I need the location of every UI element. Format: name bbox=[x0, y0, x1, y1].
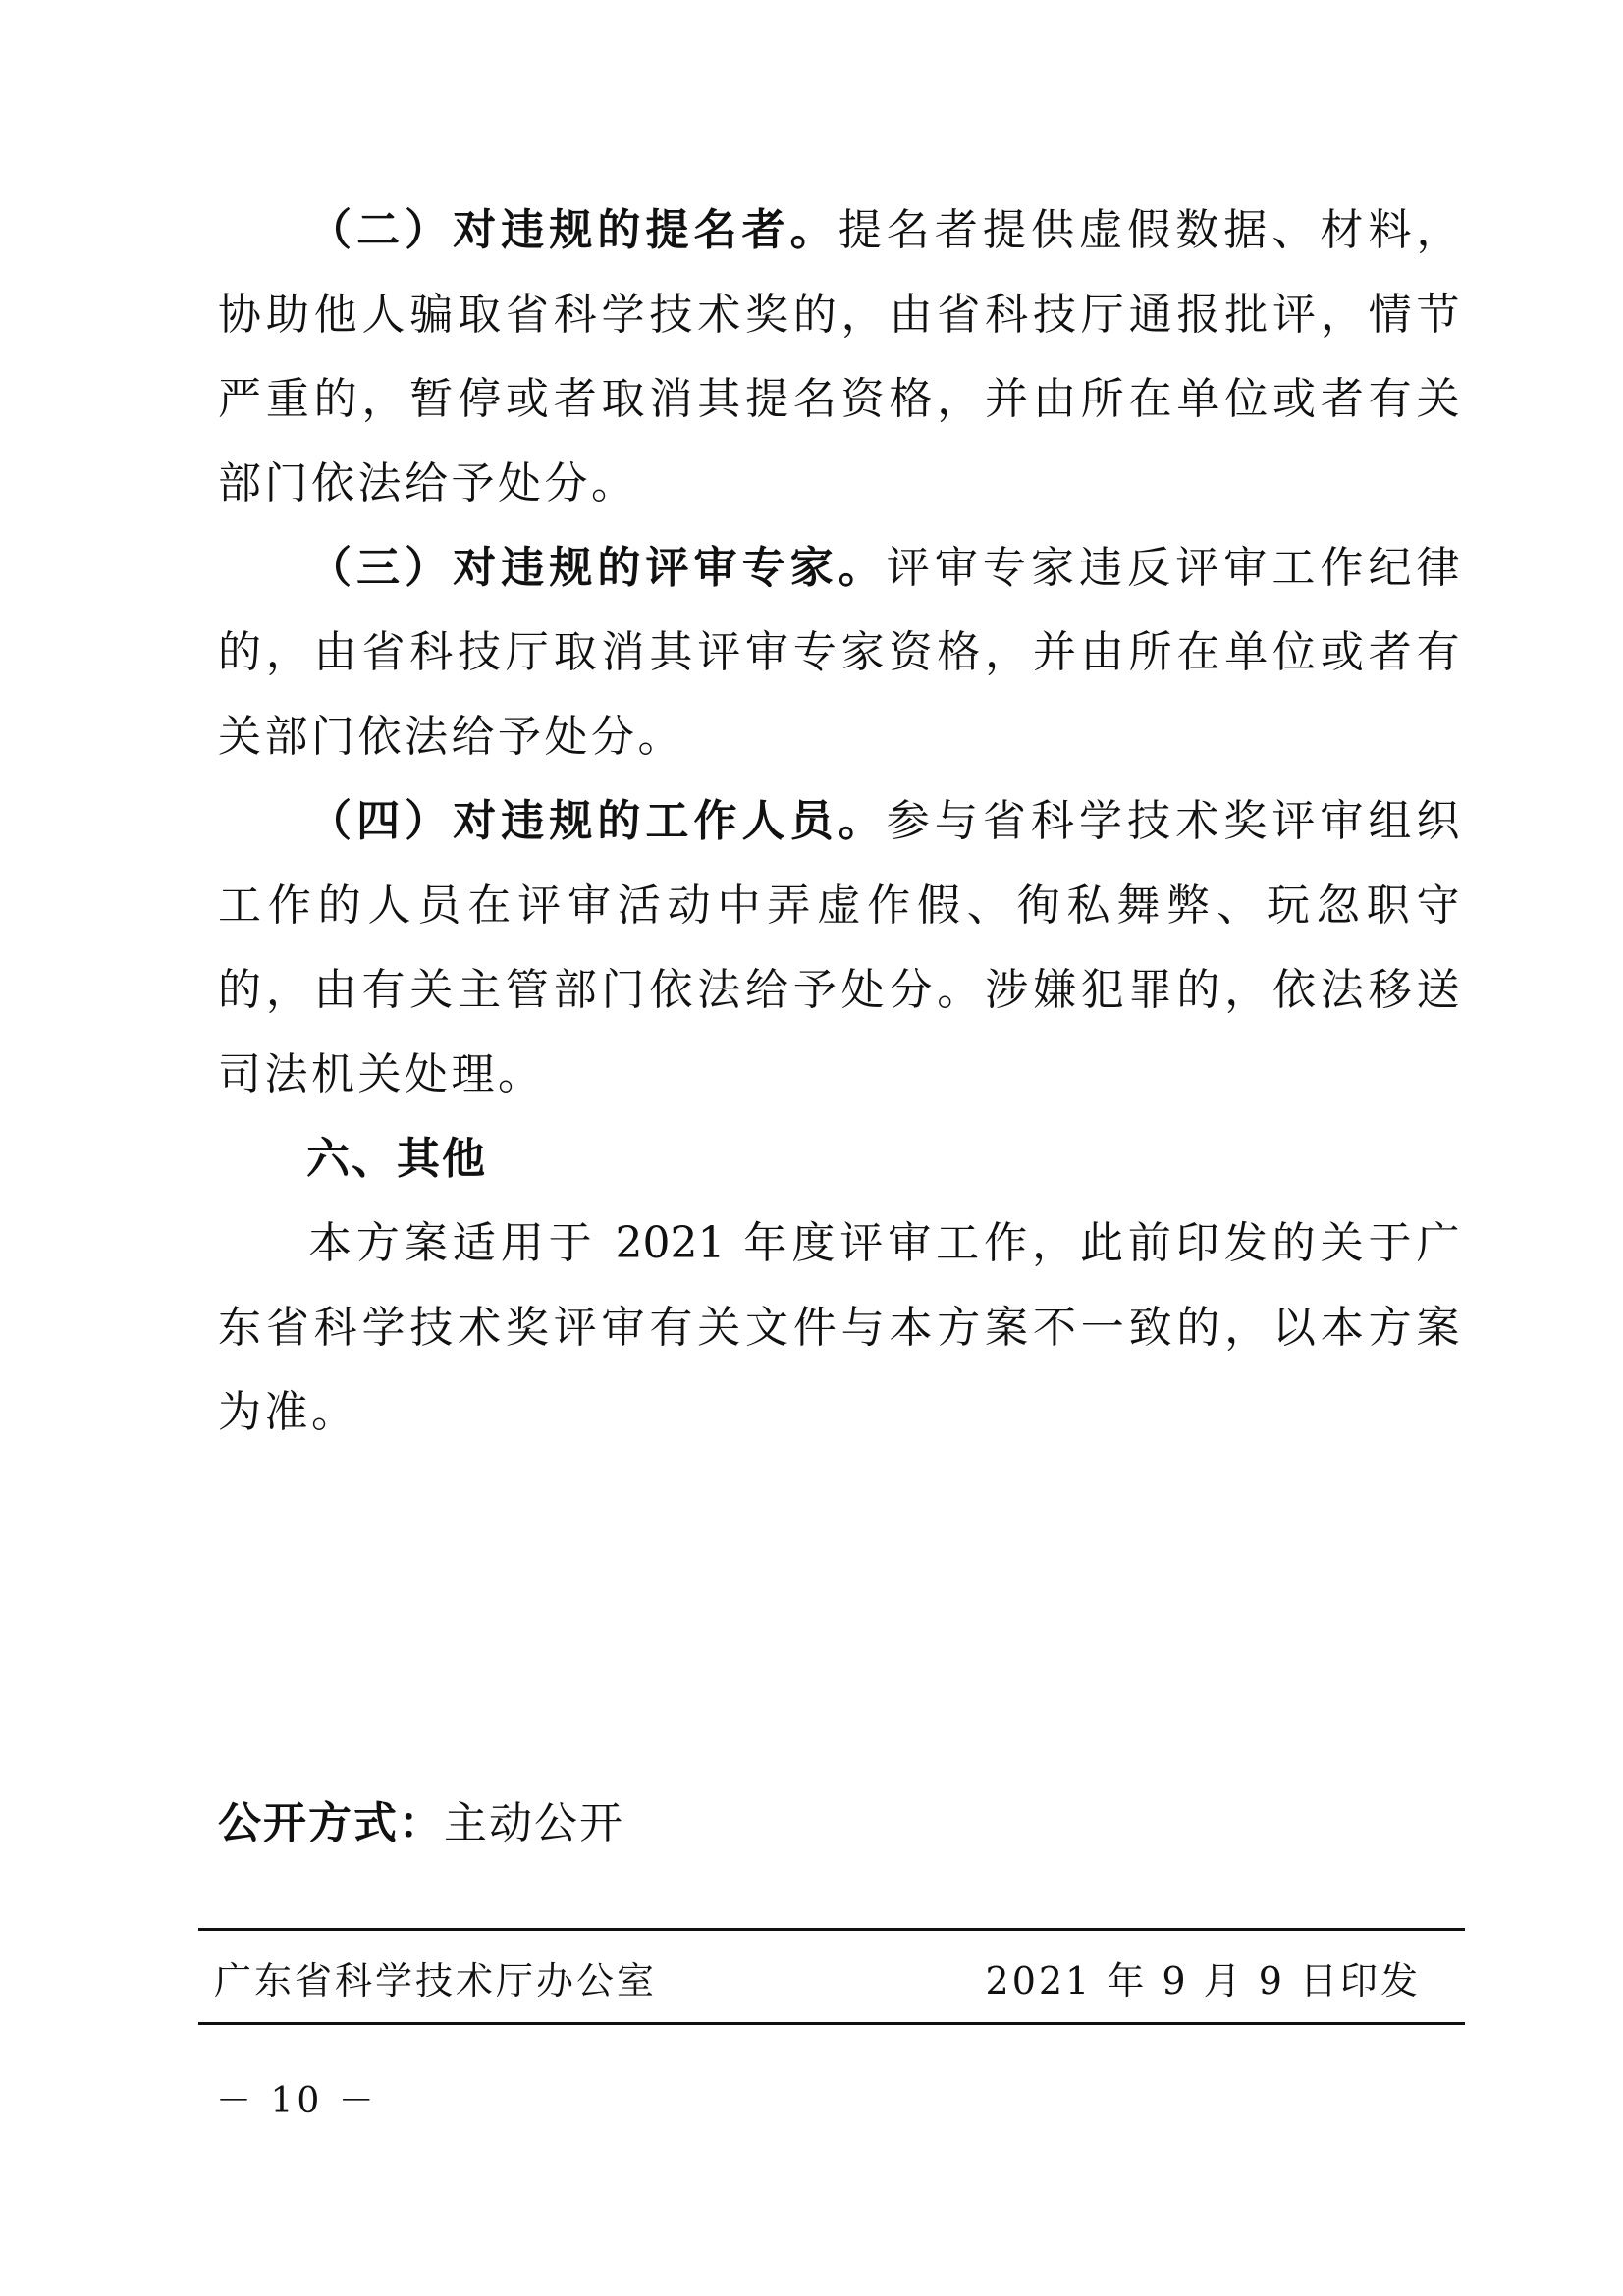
section-expert-body: 评审专家违反评审工作纪律的，由省科技厅取消其评审专家资格，并由所在单位或者有关部门依法给予处分。 bbox=[218, 543, 1464, 762]
section-nominator-label: （二） bbox=[308, 205, 454, 255]
section-expert-paragraph bbox=[218, 526, 1463, 779]
other-paragraph bbox=[218, 1201, 1463, 1455]
section-expert-title: 对违规的评审专家。 bbox=[453, 543, 887, 593]
section-nominator-title: 对违规的提名者。 bbox=[453, 205, 839, 255]
footer-issue-date: 2021 年 9 月 9 日印发 bbox=[985, 1959, 1421, 2002]
page-number: － 10 － bbox=[216, 2081, 378, 2121]
footer-issuer: 广东省科学技术厅办公室 bbox=[214, 1959, 658, 2002]
section-staff-label: （四） bbox=[308, 796, 454, 846]
footer-top-rule bbox=[198, 1928, 1465, 1931]
section-staff-paragraph bbox=[218, 779, 1463, 1117]
section-staff-title: 对违规的工作人员。 bbox=[453, 796, 887, 846]
section-nominator-body: 提名者提供虚假数据、材料，协助他人骗取省科学技术奖的，由省科技厅通报批评，情节严重的，暂停或者取消其提名资格，并由所在单位或者有关部门依法给予处分。 bbox=[218, 205, 1464, 508]
other-paragraph-year: 2021 bbox=[615, 1218, 726, 1268]
heading-other: 六、其他 bbox=[306, 1134, 487, 1184]
disclosure-line bbox=[218, 1794, 624, 1853]
other-paragraph-after: 年度评审工作，此前印发的关于广东省科学技术奖评审有关文件与本方案不一致的，以本方案为准。 bbox=[218, 1218, 1463, 1437]
disclosure-value: 主动公开 bbox=[444, 1798, 624, 1848]
other-paragraph-before: 本方案适用于 bbox=[308, 1218, 616, 1268]
disclosure-label: 公开方式： bbox=[218, 1798, 444, 1848]
section-staff-body: 参与省科学技术奖评审组织工作的人员在评审活动中弄虚作假、徇私舞弊、玩忽职守的，由有关主管部门依法给予处分。涉嫌犯罪的，依法移送司法机关处理。 bbox=[218, 796, 1464, 1099]
section-nominator-paragraph bbox=[218, 188, 1463, 526]
footer-bottom-rule bbox=[198, 2022, 1465, 2025]
section-expert-label: （三） bbox=[308, 543, 454, 593]
